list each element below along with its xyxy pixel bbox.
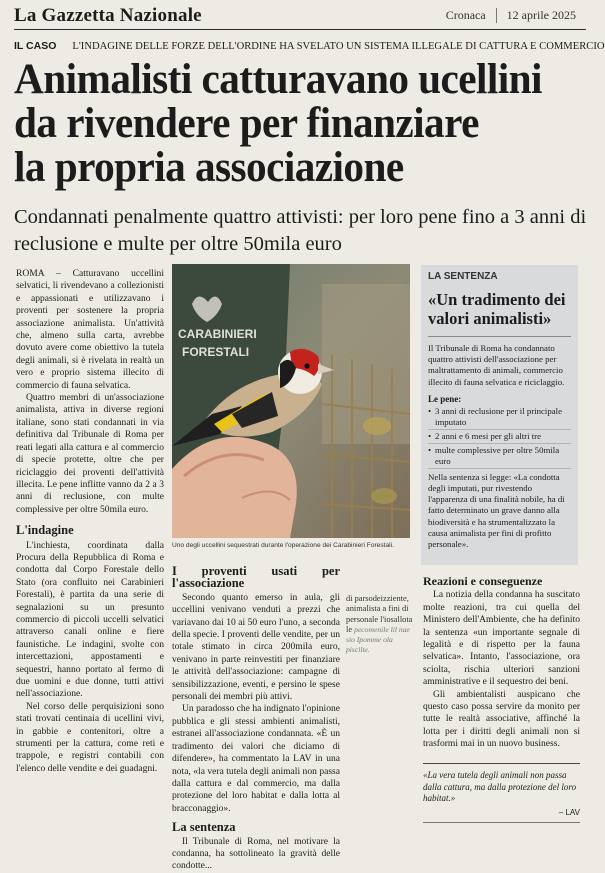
section-heading-proventi: I proventi usati per l'associazione [172,564,340,591]
goldfinch-photo [172,264,410,538]
sidebar-outro: Nella sentenza si legge: «La condotta degli imputati, pur rivestendo l'apparenza di una finalità nobile, ha di fatto determinato un grave danno alla biodiversità e ha strumentalizzato la causa animalista per fini di profitto personale». [428,471,565,550]
photo-illustration [172,264,410,538]
sidebar-box [421,265,578,565]
subheadline: Condannati penalmente quattro attivisti: per loro pene fino a 3 anni di reclusione e multe per oltre 50mila euro [14,206,587,255]
section-label: Cronaca [445,8,486,22]
body-paragraph: Nel corso delle perquisizioni sono stati trovati centinaia di ucellini vivi, in gabbie e contenitori, oltre a strumenti per la cattura, come reti e trappole, e registri contabili con l'elenco delle vendite e dei guadagni. [16,700,164,774]
right-column [423,575,580,751]
list-item: • 3 anni di reclusione per il principale imputato [428,405,571,430]
badge-line1: CARABINIERI [178,327,257,341]
body-paragraph: La notizia della condanna ha suscitato molte reazioni, tra cui quella del Ministero dell'Ambiente, che ha definito la sentenza «un importante segnale di legalità e di rispetto per la fauna selvatica». Intanto, l'associazione, ora sciolta, rischia ulteriori sanzioni amministrative e il sequestro dei beni. [423,589,580,688]
section-heading-indagine: L'indagine [16,523,74,538]
newspaper-name: La Gazzetta Nazionale [14,4,202,26]
section-heading-reazioni: Reazioni e conseguenze [423,574,543,588]
column-fragment [346,594,414,656]
sidebar-pene-label: Le pene: [428,393,462,404]
body-paragraph: Il Tribunale di Roma, nel motivare la condanna, ha sottolineato la gravità delle condotte... [172,835,340,872]
headline-line: da rivendere per finanziare [14,100,479,147]
body-paragraph: L'inchiesta, coordinata dalla Procura della Repubblica di Roma e condotta dal Corpo Forestale dello Stato (ora confluito nei Carabinieri Forestali), è partita da una serie di segnalazioni su un presunto commercio di piccoli uccelli selvatici attraverso canali online e fiere faunistiche. Le indagini, svolte con intercettazioni, appostamenti e sequestri, hanno portato al fermo di due uomini e due donne, tutti attivi nell'associazione. [16,539,164,700]
photo-caption: Uno degli uccellini sequestrati durante l'operazione dei Carabinieri Forestali. [172,542,394,549]
sidebar-quote: «Un tradimento dei valori animalisti» [428,290,566,328]
masthead-meta [436,8,586,23]
body-paragraph: Secondo quanto emerso in aula, gli uccellini venivano venduti a prezzi che variavano dai 10 ai 50 euro l'uno, a seconda della specie. I proventi delle vendite, per un totale stimato in circa 200mila euro, venivano in parte reinvestiti per finanziare le attività dell'associazione: campagne di sensibilizzazione, eventi, e persino le spese personali dei membri più attivi. [172,591,340,703]
sidebar-rule [428,336,571,337]
sidebar-intro: Il Tribunale di Roma ha condannato quattro attivisti dell'associazione per maltrattamento di animali, commercio illecito di fauna selvatica e riciclaggio. [428,343,565,387]
body-paragraph: Gli ambientalisti auspicano che questo caso possa servire da monito per tutte le realtà associative, affinché la lotta per i diritti degli animali non si trasformi mai in un nuovo business. [423,688,580,750]
date-label: 12 aprile 2025 [496,8,586,23]
headline-line: Animalisti catturavano ucellini [14,56,542,103]
lead-paragraph: ROMA – Catturavano uccellini selvatici, li rivendevano a collezionisti e appassionati e utilizzavano i proventi per sostenere la propria associazione animalista. Un'attività che, almeno sulla carta, avrebbe dovuto avere come obiettivo la tutela degli animali, si è rivelata in realtà un vero e proprio sistema illecito di commercio di fauna selvatica. [16,268,164,391]
sidebar-pene-list [428,405,571,469]
headline-line: la propria associazione [14,144,404,191]
fragment-smudge: pecomenile lil nae sio Ipomme ola piscilte. [346,624,410,655]
masthead [14,2,586,30]
kicker-text: L'INDAGINE DELLE FORZE DELL'ORDINE HA SVELATO UN SISTEMA ILLEGALE DI CATTURA E COMMERCIO [72,40,605,52]
list-item: • 2 anni e 6 mesi per gli altri tre [428,430,571,444]
fragment-text: di parsodeizziente, animalista a fini di personale l'iosallota le [346,594,413,634]
kicker [14,38,605,54]
list-item: • multe complessive per oltre 50mila euro [428,444,571,469]
pull-quote-source: – LAV [558,807,580,817]
pull-quote [423,763,580,823]
left-column [16,268,164,775]
middle-column [172,565,340,873]
body-paragraph: Quattro membri di un'associazione animalista, attiva in diverse regioni italiane, sono stati condannati in via definitiva dal Tribunale di Roma per reati legati alla cattura e al commercio di specie protette, oltre che per riciclaggio dei proventi dell'attività illecita. Le pene inflitte vanno da 2 a 3 anni di reclusione, con multe complessive per oltre 50mila euro. [16,392,164,515]
pull-quote-text: «La vera tutela degli animali non passa dalla cattura, ma dalla protezione del loro habitat.» [423,770,577,803]
sidebar-tag: LA SENTENZA [428,271,498,282]
kicker-label: IL CASO [14,40,57,52]
body-paragraph: Un paradosso che ha indignato l'opinione pubblica e gli stessi ambienti animalisti, estranei all'associazione condannata. «È un tradimento dei valori che diciamo di difendere», ha commentato la LAV in una nota, «la vera tutela degli animali non passa dalla cattura e dal commercio, ma dalla protezione del loro habitat e dalla lotta al bracconaggio». [172,703,340,814]
section-heading-sentenza: La sentenza [172,820,236,835]
badge-line2: FORESTALI [182,345,250,359]
headline [14,58,571,190]
